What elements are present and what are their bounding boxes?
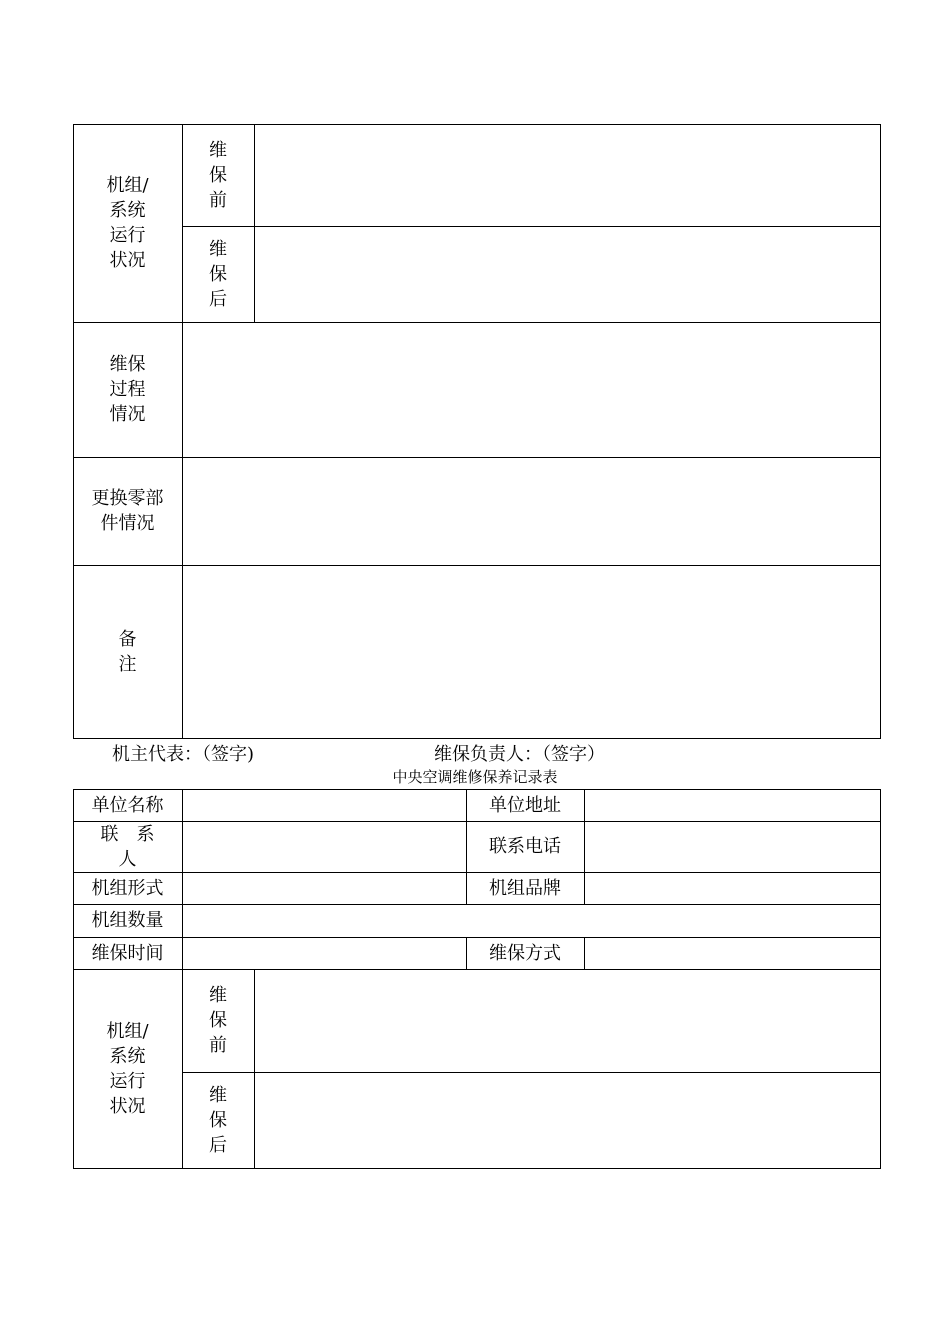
unit-name-field[interactable]	[183, 790, 466, 821]
after-maintenance-field[interactable]	[255, 1073, 880, 1168]
status-label-line: 状况	[109, 1096, 146, 1117]
status-label-line: 系统	[109, 200, 146, 221]
unit-count-field[interactable]	[183, 905, 880, 937]
before-maintenance-label	[182, 124, 254, 226]
unit-type-label: 机组形式	[91, 877, 164, 899]
after-maintenance-label	[182, 1072, 254, 1169]
label-char: 保	[209, 1010, 227, 1031]
status-label-line: 运行	[109, 1071, 146, 1092]
remarks-label-line: 备	[118, 629, 137, 650]
status-label-line: 运行	[109, 225, 146, 246]
label-char: 维	[209, 985, 227, 1006]
parts-field[interactable]	[183, 458, 880, 565]
label-char: 维	[209, 1085, 227, 1106]
maintenance-lead-signature: 维保负责人：（签字）	[434, 744, 605, 765]
unit-address-field[interactable]	[585, 790, 880, 821]
after-maintenance-label	[182, 226, 254, 322]
parts-label-line: 件情况	[100, 513, 155, 534]
after-maintenance-field[interactable]	[255, 227, 880, 322]
contact-phone-field[interactable]	[585, 822, 880, 872]
label-char: 前	[209, 189, 227, 211]
unit-name-label: 单位名称	[91, 794, 164, 816]
remarks-field[interactable]	[183, 566, 880, 738]
maint-method-field[interactable]	[585, 938, 880, 969]
label-char: 维	[209, 139, 227, 161]
before-maintenance-field[interactable]	[255, 125, 880, 226]
before-maintenance-field[interactable]	[255, 970, 880, 1072]
status-label	[73, 124, 182, 322]
unit-brand-field[interactable]	[585, 873, 880, 904]
process-field[interactable]	[183, 323, 880, 457]
label-char: 后	[209, 1135, 227, 1156]
label-char: 维	[209, 238, 227, 260]
owner-rep-signature: 机主代表：（签字)	[112, 744, 255, 765]
parts-label-line: 更换零部	[91, 488, 164, 509]
status-label-line: 状况	[109, 250, 146, 271]
process-label-line: 过程	[109, 379, 146, 400]
remarks-label	[73, 565, 182, 739]
maint-method-label: 维保方式	[489, 942, 561, 964]
process-label-line: 维保	[109, 354, 146, 375]
before-maintenance-label	[182, 969, 254, 1072]
status-label	[73, 969, 182, 1169]
remarks-label-line: 注	[118, 654, 137, 675]
unit-address-label: 单位地址	[489, 794, 561, 816]
unit-count-label: 机组数量	[91, 910, 164, 931]
contact-person-line: 人	[118, 848, 137, 870]
form-title: 中央空调维修保养记录表	[392, 768, 558, 786]
process-label-line: 情况	[109, 404, 146, 425]
unit-type-field[interactable]	[183, 873, 466, 904]
contact-person-label	[73, 821, 182, 872]
label-char: 前	[209, 1035, 227, 1056]
status-label-line: 系统	[109, 1046, 146, 1067]
process-label	[73, 322, 182, 457]
contact-phone-label: 联系电话	[489, 836, 561, 857]
status-label-line: 机组/	[106, 175, 149, 196]
label-char: 保	[209, 263, 227, 285]
unit-brand-label: 机组品牌	[489, 877, 561, 899]
label-char: 保	[209, 1110, 227, 1131]
contact-person-field[interactable]	[183, 822, 466, 872]
parts-label	[73, 457, 182, 565]
status-label-line: 机组/	[106, 1021, 149, 1042]
maint-time-label: 维保时间	[91, 942, 164, 964]
label-char: 保	[209, 164, 227, 186]
maint-time-field[interactable]	[183, 938, 466, 969]
label-char: 后	[209, 288, 227, 310]
contact-person-line: 联 系	[100, 823, 155, 845]
